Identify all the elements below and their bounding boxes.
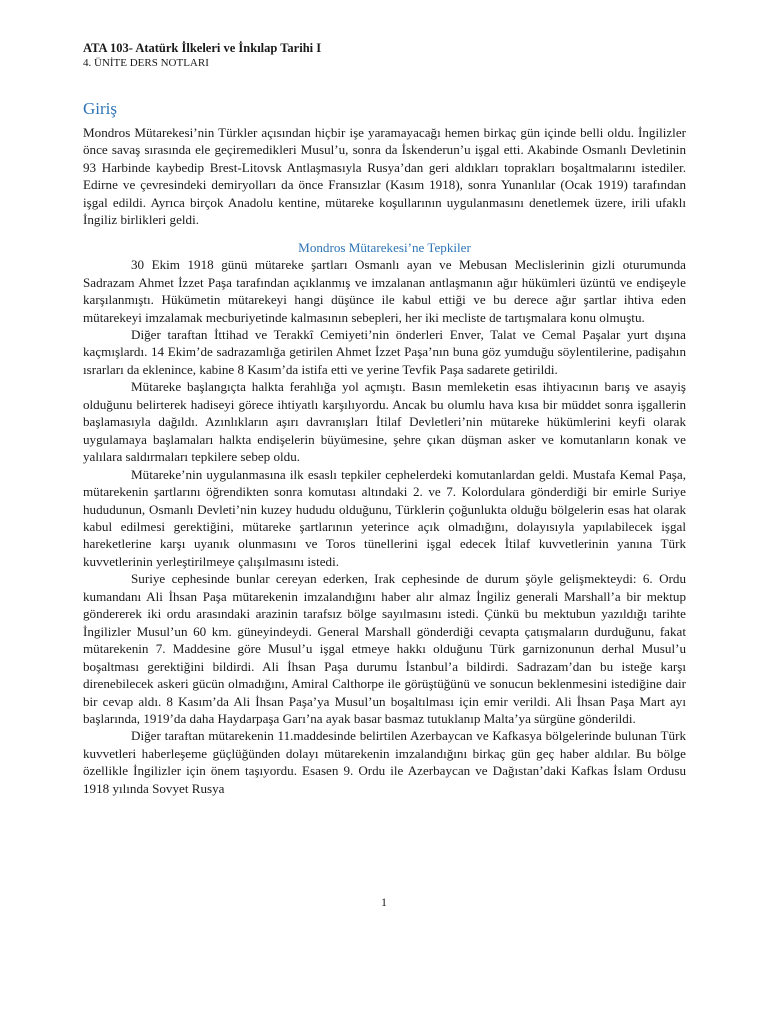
document-body bbox=[83, 124, 686, 797]
document-header bbox=[83, 41, 321, 70]
body-paragraph: Mütareke’nin uygulanmasına ilk esaslı tepkiler cephelerdeki komutanlardan geldi. Mustafa Kemal Paşa, mütarekenin şartlarını öğrendikten sonra komutası altındaki 2. ve 7. Kolordulara gönderdiği bir emirle Suriye hududunun, Osmanlı Devleti’nin kuzey hududu olduğunu, Türklerin çoğunlukta olduğu bölgelerin esas hat olarak kabul edilmesi gerektiğini, mütareke şartlarının yeterince açık olmadığını, dolayısıyla yapılabilecek işgal hareketlerine karşı uyanık olunmasını ve Toros tünellerini işgal edecek İtilaf kuvvetlerinin yanına Türk kuvvetlerinin yerleştirilmeye çalışılmasını istedi. bbox=[83, 466, 686, 569]
body-paragraph: Diğer taraftan İttihad ve Terakkî Cemiyeti’nin önderleri Enver, Talat ve Cemal Paşalar yurt dışına kaçmışlardı. 14 Ekim’de sadrazamlığa getirilen Ahmet İzzet Paşa’nın buna göz yumduğu söylentilerine, padişahın ısrarları da eklenince, kabine 8 Kasım’da istifa etti ve yerine Tevfik Paşa sadarete getirildi. bbox=[83, 326, 686, 377]
subsection-heading: Mondros Mütarekesi’ne Tepkiler bbox=[298, 239, 471, 255]
course-title: ATA 103- Atatürk İlkeleri ve İnkılap Tarihi I bbox=[83, 41, 322, 55]
intro-paragraph: Mondros Mütarekesi’nin Türkler açısından hiçbir işe yaramayacağı hemen birkaç gün içinde belli oldu. İngilizler önce savaş sırasında ele geçiremedikleri Musul’u, sonra da İskenderun’u işgal etti. Akabinde Osmanlı Devletinin 93 Harbinde kaybedip Brest-Litovsk Antlaşmasıyla Rusya’dan geri aldıkları toprakları boşaltmalarını istediler. Edirne ve çevresindeki demiryolları da önce Fransızlar (Kasım 1918), sonra Yunanlılar (Ocak 1919) tarafından işgal edildi. Ayrıca birçok Anadolu kentine, mütareke koşullarının uygulanmasını denetlemek üzere, irili ufaklı İngiliz birlikleri geldi. bbox=[83, 125, 686, 228]
section-heading: Giriş bbox=[83, 99, 117, 118]
body-paragraph: Suriye cephesinde bunlar cereyan ederken, Irak cephesinde de durum şöyle gelişmekteydi: 6. Ordu kumandanı Ali İhsan Paşa mütarekenin imzalandığını haber alır almaz İngiliz generali Marshall’a bir mektup göndererek iki ordu arasındaki arazinin tarafsız bölge sayılmasını istedi. Çünkü bu mektubun yazıldığı tarihte İngilizler Musul’un 60 km. güneyindeydi. General Marshall gönderdiği cevapta çatışmaların durduğunu, fakat mütarekenin 7. Maddesine göre Musul’u işgal etmeye hakkı olduğunu Türk garnizonunun derhal Musul’u boşaltması gerektiğini bildirdi. Ali İhsan Paşa durumu İstanbul’a bildirdi. Sadrazam’dan bu isteğe karşı direnebilecek askeri gücün olmadığını, Amiral Calthorpe ile görüştüğünü ve sonucun beklenmesini istediğine dair bir cevap aldı. 8 Kasım’da Ali İhsan Paşa’ya Musul’un boşaltılması için emir verildi. Ali İhsan Paşa Mart ayı başlarında, 1919’da daha Haydarpaşa Garı’na ayak basar basmaz tutuklanıp Malta’ya sürgüne gönderildi. bbox=[83, 571, 686, 726]
body-paragraph: Diğer taraftan mütarekenin 11.maddesinde belirtilen Azerbaycan ve Kafkasya bölgelerinde bulunan Türk kuvvetleri haberleşeme güçlüğünden dolayı mütarekenin imzalandığını birkaç gün geç haber aldılar. Bu bölge özellikle İngilizler için önem taşıyordu. Esasen 9. Ordu ile Azerbaycan ve Dağıstan’daki Kafkas İslam Ordusu 1918 yılında Sovyet Rusya bbox=[83, 728, 686, 796]
unit-subtitle: 4. ÜNİTE DERS NOTLARI bbox=[83, 57, 209, 69]
body-paragraph: 30 Ekim 1918 günü mütareke şartları Osmanlı ayan ve Mebusan Meclislerinin gizli oturumunda Sadrazam Ahmet İzzet Paşa tarafından açıklanmış ve imzalanan antlaşmanın ağır hükümleri üzüntü ve endişeyle karşılanmıştı. Hükümetin mütarekeyi hangi düşünce ile kabul ettiği ve bu derece ağır şartlar ihtiva eden mütarekeyi imzalamak mecburiyetinde kalmasının sebepleri, her iki mecliste de tartışmalara konu olmuştu. bbox=[83, 257, 686, 325]
page-number: 1 bbox=[381, 895, 387, 909]
body-paragraph: Mütareke başlangıçta halkta ferahlığa yol açmıştı. Basın memleketin esas ihtiyacının barış ve asayiş olduğunu belirterek hadiseyi görece ihtiyatlı karşılıyordu. Ancak bu olumlu hava kısa bir müddet sonra işgallerin başlamasıyla dağıldı. Azınlıkların aşırı davranışları İtilaf Devletleri’nin mütareke hükümlerini keyfi olarak uygulamaya başlamaları halkta endişelerin büyümesine, şehre çıkan düşman asker ve komutanların konak ve yalılara saldırmaları tepkilere sebep oldu. bbox=[83, 379, 686, 465]
